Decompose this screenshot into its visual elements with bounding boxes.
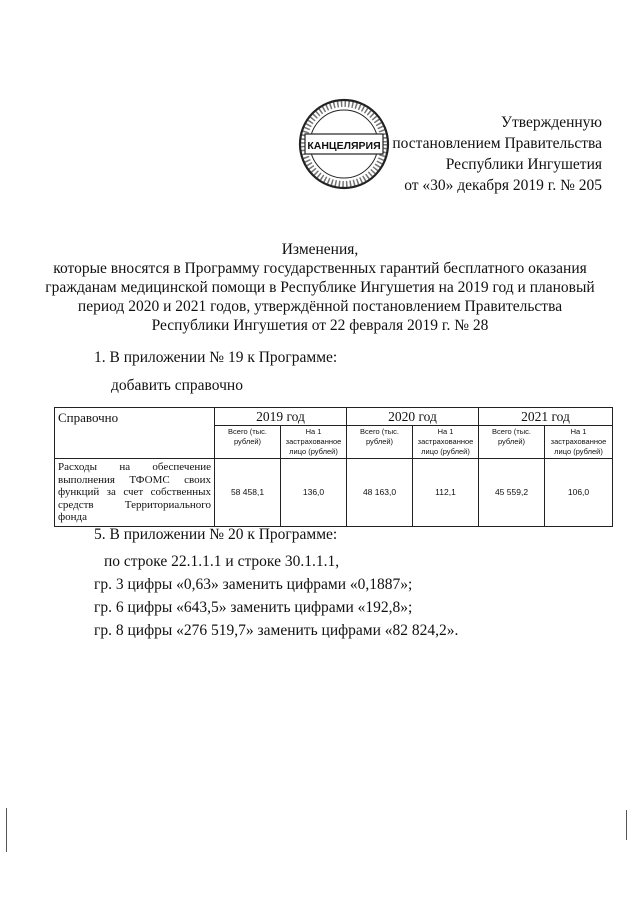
section-5-line-1: по строке 22.1.1.1 и строке 30.1.1.1, xyxy=(104,553,340,570)
section-5-heading: 5. В приложении № 20 к Программе: xyxy=(94,526,338,543)
approval-line-2: постановлением Правительства xyxy=(392,135,602,152)
table-row xyxy=(55,459,613,527)
cell-per-insured-2021: 106,0 xyxy=(545,459,613,527)
title-line-2: гражданам медицинской помощи в Республике Ингушетия на 2019 год и плановый xyxy=(45,279,595,296)
approval-block xyxy=(392,112,602,196)
title-heading: Изменения, xyxy=(281,241,359,258)
document-title xyxy=(40,240,600,335)
approval-line-4: от «30» декабря 2019 г. № 205 xyxy=(404,177,602,194)
cell-total-2021: 45 559,2 xyxy=(479,459,545,527)
subheader-per-insured-2019: На 1 застрахованное лицо (рублей) xyxy=(281,426,347,459)
section-1-subheading: добавить справочно xyxy=(111,377,243,394)
reference-table xyxy=(54,407,613,527)
approval-line-1: Утвержденную xyxy=(501,114,602,131)
cell-total-2019: 58 458,1 xyxy=(215,459,281,527)
row-label: Расходы на обеспечение выполнения ТФОМС своих функций за счет собственных средств Территориального фонда xyxy=(55,459,215,527)
subheader-per-insured-2020: На 1 застрахованное лицо (рублей) xyxy=(413,426,479,459)
scan-margin-mark xyxy=(6,808,7,852)
title-line-4: Республики Ингушетия от 22 февраля 2019 г. № 28 xyxy=(151,317,489,334)
subheader-per-insured-2021: На 1 застрахованное лицо (рублей) xyxy=(545,426,613,459)
cell-total-2020: 48 163,0 xyxy=(347,459,413,527)
svg-text:КАНЦЕЛЯРИЯ: КАНЦЕЛЯРИЯ xyxy=(307,140,381,152)
year-header-2021: 2021 год xyxy=(479,408,613,426)
cell-per-insured-2019: 136,0 xyxy=(281,459,347,527)
subheader-total-2020: Всего (тыс. рублей) xyxy=(347,426,413,459)
section-5-line-3: гр. 6 цифры «643,5» заменить цифрами «192,8»; xyxy=(94,599,413,616)
year-header-2020: 2020 год xyxy=(347,408,479,426)
subheader-total-2019: Всего (тыс. рублей) xyxy=(215,426,281,459)
subheader-total-2021: Всего (тыс. рублей) xyxy=(479,426,545,459)
section-5-line-4: гр. 8 цифры «276 519,7» заменить цифрами «82 824,2». xyxy=(94,622,459,639)
title-line-1: которые вносятся в Программу государственных гарантий бесплатного оказания xyxy=(53,260,587,277)
approval-line-3: Республики Ингушетия xyxy=(445,156,602,173)
title-line-3: период 2020 и 2021 годов, утверждённой постановлением Правительства xyxy=(77,298,563,315)
section-5-line-2: гр. 3 цифры «0,63» заменить цифрами «0,1887»; xyxy=(94,576,413,593)
table-label-header: Справочно xyxy=(55,408,215,459)
official-seal-stamp xyxy=(298,98,390,190)
cell-per-insured-2020: 112,1 xyxy=(413,459,479,527)
year-header-2019: 2019 год xyxy=(215,408,347,426)
scan-margin-mark xyxy=(626,810,627,840)
section-1-heading: 1. В приложении № 19 к Программе: xyxy=(94,349,338,366)
